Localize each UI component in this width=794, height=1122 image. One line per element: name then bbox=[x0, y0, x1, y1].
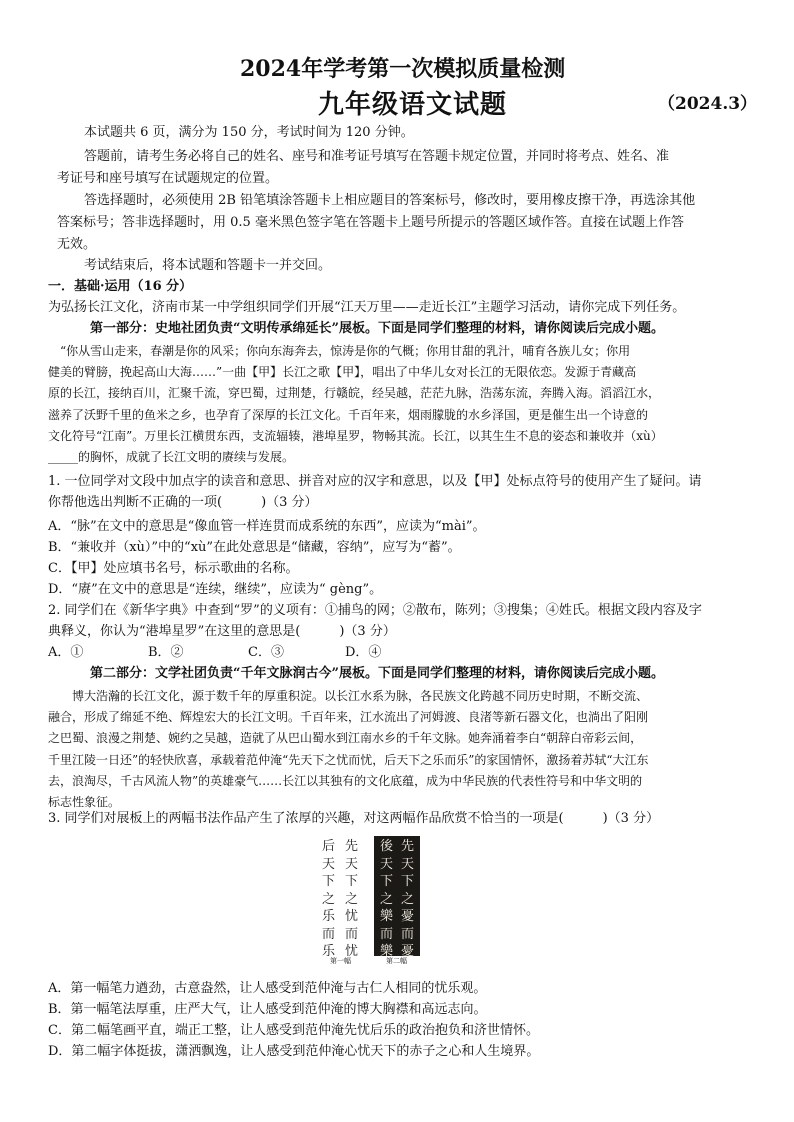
q3-option-b: B．第一幅笔法厚重，庄严大气，让人感受到范仲淹的博大胸襟和高远志向。 bbox=[48, 1002, 487, 1017]
question-1: 1. 一位同学对文段中加点字的读音和意思、拼音对应的汉字和意思，以及【甲】处标点符号的使用产生了疑问。请 bbox=[48, 474, 702, 489]
q2-option-a: A．① bbox=[48, 645, 84, 660]
q2-option-b: B．② bbox=[148, 645, 184, 660]
exam-subtitle: 九年级语文试题 bbox=[318, 90, 508, 120]
passage2-line: 标志性象征。 bbox=[48, 795, 121, 809]
instruction-line: 考试结束后，将本试题和答题卡一并交回。 bbox=[84, 258, 332, 273]
part1-heading: 第一部分：史地社团负责“文明传承绵延长”展板。下面是同学们整理的材料，请你阅读后完成小题。 bbox=[90, 321, 664, 336]
instruction-line: 答题前，请考生务必将自己的姓名、座号和准考证号填写在答题卡规定位置，并同时将考点、姓名、准 bbox=[84, 149, 670, 164]
q1-option-d: D．“赓”在文中的意思是“连续，继续”，应读为“ gèng”。 bbox=[48, 582, 383, 597]
section-intro: 为弘扬长江文化，济南市某一中学组织同学们开展“江天万里——走近长江”主题学习活动，请你完成下列任务。 bbox=[48, 300, 686, 315]
passage1-line: 文化符号“江南”。万里长江横贯东西，支流辐辏，港埠星罗，物畅其流。长江，以其生生不息的姿态和兼收并（xù） bbox=[48, 429, 663, 443]
q3-option-a: A．第一幅笔力遒劲，古意盎然，让人感受到范仲淹与古仁人相同的忧乐观。 bbox=[48, 981, 487, 996]
question-2: 典释义，你认为“港埠星罗”在这里的意思是( )（3 分） bbox=[48, 624, 396, 639]
q3-option-c: C．第二幅笔画平直，端正工整，让人感受到范仲淹先忧后乐的政治抱负和济世情怀。 bbox=[48, 1023, 539, 1038]
passage2-line: 融合，形成了绵延不绝、辉煌宏大的长江文明。千百年来，江水流出了河姆渡、良渚等新石器文化，也淌出了阳刚 bbox=[48, 710, 649, 724]
q1-option-b: B．“兼收并（xù）”中的“xù”在此处意思是“储藏，容纳”，应写为“蓄”。 bbox=[48, 540, 461, 555]
passage1-line: 原的长江，接纳百川，汇聚千流，穿巴蜀，过荆楚，行赣皖，经吴越，茫茫九脉，浩荡东流，奔腾入海。滔滔江水， bbox=[48, 386, 661, 400]
passage1-line: _____的胸怀，成就了长江文明的赓续与发展。 bbox=[48, 450, 295, 464]
calligraphy2-col-left: 後天下之樂而樂 bbox=[379, 839, 393, 959]
question-1: 你帮他选出判断不正确的一项( )（3 分） bbox=[48, 495, 318, 510]
passage2-line: 千里江陵一日还”的轻快欣喜，承载着范仲淹“先天下之忧而忧，后天下之乐而乐”的家国情怀，激扬着苏轼“大江东 bbox=[48, 753, 649, 767]
question-2: 2. 同学们在《新华字典》中查到“罗”的义项有：①捕鸟的网；②散布，陈列；③搜集；④姓氏。根据文段内容及字 bbox=[48, 603, 702, 618]
part2-heading: 第二部分：文学社团负责“千年文脉润古今”展板。下面是同学们整理的材料，请你阅读后完成小题。 bbox=[90, 666, 664, 681]
calligraphy-work-1 bbox=[312, 836, 368, 960]
passage1-line: 健美的臂膀，挽起高山大海……”一曲【甲】长江之歌【甲】，唱出了中华儿女对长江的无限依恋。发源于青藏高 bbox=[48, 365, 637, 379]
q1-option-c: C．【甲】处应填书名号，标示歌曲的名称。 bbox=[48, 561, 299, 576]
q2-option-d: D．④ bbox=[345, 645, 382, 660]
exam-date: （2024.3） bbox=[658, 94, 758, 114]
calligraphy1-col-left: 后天下之乐而乐 bbox=[321, 839, 335, 959]
instruction-line: 考证号和座号填写在试题规定的位置。 bbox=[57, 171, 279, 186]
instruction-line: 答案标号；答非选择题时，用 0.5 毫米黑色签字笔在答题卡上题号所提示的答题区域作答。直接在试题上作答 bbox=[57, 215, 684, 230]
q1-option-a: A．“脉”在文中的意思是“像血管一样连贯而成系统的东西”，应读为“mài”。 bbox=[48, 519, 486, 534]
instruction-line: 答选择题时，必须使用 2B 铅笔填涂答题卡上相应题目的答案标号，修改时，要用橡皮擦干净，再选涂其他 bbox=[84, 193, 696, 208]
question-3: 3. 同学们对展板上的两幅书法作品产生了浓厚的兴趣，对这两幅作品欣赏不恰当的一项是( )（3 分） bbox=[48, 811, 660, 826]
instruction-line: 本试题共 6 页，满分为 150 分，考试时间为 120 分钟。 bbox=[84, 125, 414, 140]
calligraphy-caption-1: 第一幅 bbox=[330, 957, 351, 965]
passage2-line: 之巴蜀、浪漫之荆楚、婉约之吴越，造就了从巴山蜀水到江南水乡的千年文脉。她奔涌着李白“朝辞白帝彩云间， bbox=[48, 731, 643, 745]
calligraphy-work-2 bbox=[374, 836, 420, 959]
exam-title: 2024年学考第一次模拟质量检测 bbox=[240, 56, 566, 82]
passage2-line: 博大浩瀚的长江文化，源于数千年的厚重积淀。以长江水系为脉，各民族文化跨越不同历史时期，不断交流、 bbox=[72, 689, 649, 703]
instruction-line: 无效。 bbox=[57, 237, 97, 252]
passage2-line: 去，浪淘尽，千古风流人物”的英雄豪气……长江以其独有的文化底蕴，成为中华民族的代表性符号和中华文明的 bbox=[48, 774, 643, 788]
passage1-line: “你从雪山走来，春潮是你的风采；你向东海奔去，惊涛是你的气概；你用甘甜的乳汁，哺育各族儿女；你用 bbox=[60, 344, 631, 358]
passage1-line: 滋养了沃野千里的鱼米之乡，也孕育了深厚的长江文化。千百年来，烟雨朦胧的水乡泽国，更是催生出一个诗意的 bbox=[48, 408, 649, 422]
section-heading: 一．基础·运用（16 分） bbox=[48, 279, 193, 294]
calligraphy1-col-right: 先天下之忧而忧 bbox=[344, 839, 358, 959]
q3-option-d: D．第二幅字体挺拔，潇洒飘逸，让人感受到范仲淹心忧天下的赤子之心和人生境界。 bbox=[48, 1044, 540, 1059]
calligraphy2-col-right: 先天下之憂而憂 bbox=[400, 839, 414, 959]
q2-option-c: C．③ bbox=[248, 645, 284, 660]
calligraphy-caption-2: 第二幅 bbox=[386, 957, 407, 965]
